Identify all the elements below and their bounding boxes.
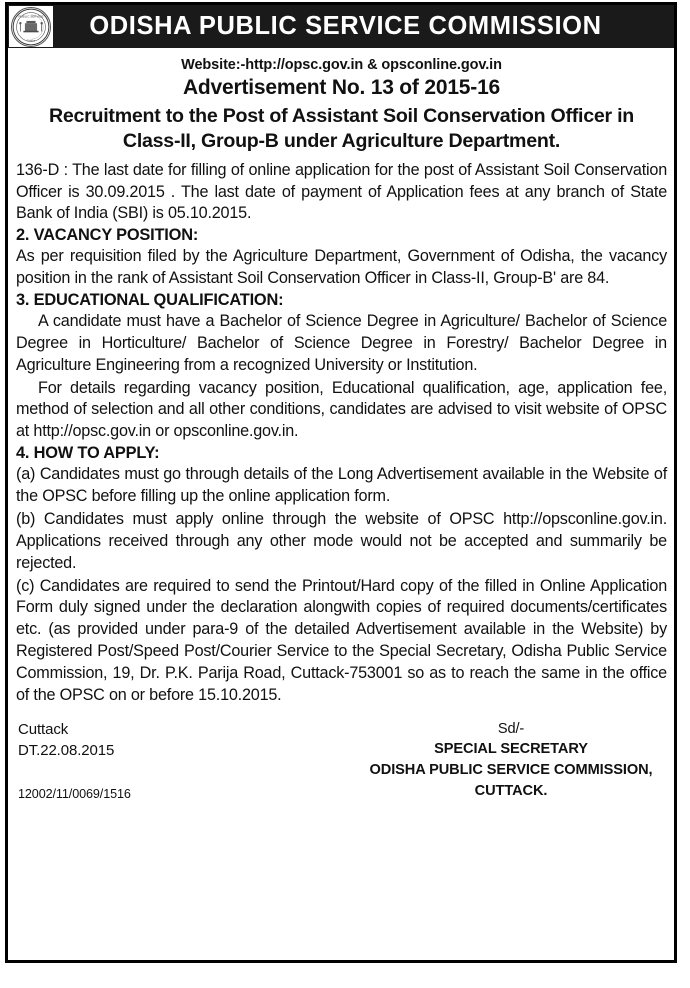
- how-to-apply-item-b: (b) Candidates must apply online through the website of OPSC http://opsconline.gov.in. Applications received through any other mode would not be accepted and summarily be rejected.: [16, 509, 667, 572]
- page-title: Recruitment to the Post of Assistant Soil Conservation Officer in Class-II, Group-B under Agriculture Department.: [48, 105, 635, 152]
- signatory-details: [346, 719, 676, 802]
- svg-text:PUBLIC SERVICE: PUBLIC SERVICE: [18, 14, 44, 18]
- advertisement-frame: [5, 2, 677, 963]
- signatory-city: CUTTACK.: [474, 782, 548, 799]
- signature-mark: Sd/-: [497, 720, 525, 737]
- organisation-title: ODISHA PUBLIC SERVICE COMMISSION: [89, 12, 602, 40]
- how-to-apply-item-c: (c) Candidates are required to send the Printout/Hard copy of the filled in Online Application Form duly signed under the declaration alongwith copies of required documents/certificates etc. (as provided under para-9 of the detailed Advertisement available in the Website) by Registered Post/Speed Post/Courier Service to the Special Secretary, Odisha Public Service Commission, 19, Dr. P.K. Parija Road, Cuttack-753001 so as to reach the same in the office of the OPSC on or before 15.10.2015.: [16, 576, 667, 704]
- emblem-container: [9, 6, 53, 47]
- section-heading-educational-qualification: 3. EDUCATIONAL QUALIFICATION:: [16, 291, 284, 310]
- opsc-seal-emblem: [11, 7, 51, 47]
- svg-text:Odisha: Odisha: [26, 38, 36, 42]
- issue-place-date: [18, 719, 114, 762]
- website-line: Website:-http://opsc.gov.in & opsconline.gov.in: [181, 57, 502, 73]
- how-to-apply-item-a: (a) Candidates must go through details of the Long Advertisement available in the Website of the OPSC before filling up the online application form.: [16, 465, 667, 506]
- reference-number: 12002/11/0069/1516: [18, 786, 131, 801]
- section-heading-how-to-apply: 4. HOW TO APPLY:: [16, 444, 160, 463]
- issue-date: DT.22.08.2015: [18, 741, 115, 759]
- advertisement-number: Advertisement No. 13 of 2015-16: [182, 76, 501, 99]
- signatory-designation: SPECIAL SECRETARY: [434, 741, 588, 758]
- masthead-banner: [8, 5, 674, 48]
- advertisement-body: [8, 48, 674, 811]
- section-heading-vacancy-position: 2. VACANCY POSITION:: [16, 226, 199, 245]
- signatory-organisation: ODISHA PUBLIC SERVICE COMMISSION,: [369, 762, 653, 779]
- section-note-details: For details regarding vacancy position, Educational qualification, age, application fee, method of selection and all other conditions, candidates are advised to visit website of OPSC at http://opsc.gov.in or opsconline.gov.in.: [16, 378, 667, 441]
- section-body-educational-qualification: A candidate must have a Bachelor of Science Degree in Agriculture/ Bachelor of Science Degree in Horticulture/ Bachelor of Science Degree in Forestry/ Bachelor Degree in Agriculture Engineering from a recognized University or Institution.: [16, 312, 667, 374]
- section-body-vacancy-position: As per requisition filed by the Agriculture Department, Government of Odisha, the vacancy position in the rank of Assistant Soil Conservation Officer in Class-II, Group-B' are 84.: [16, 247, 667, 288]
- signature-block: [16, 719, 667, 811]
- issue-place: Cuttack: [18, 720, 69, 738]
- intro-paragraph: 136-D : The last date for filling of online application for the post of Assistant Soil Conservation Officer is 30.09.2015 . The last date of payment of Application fees at any branch of State Bank of India (SBI) is 05.10.2015.: [16, 160, 667, 223]
